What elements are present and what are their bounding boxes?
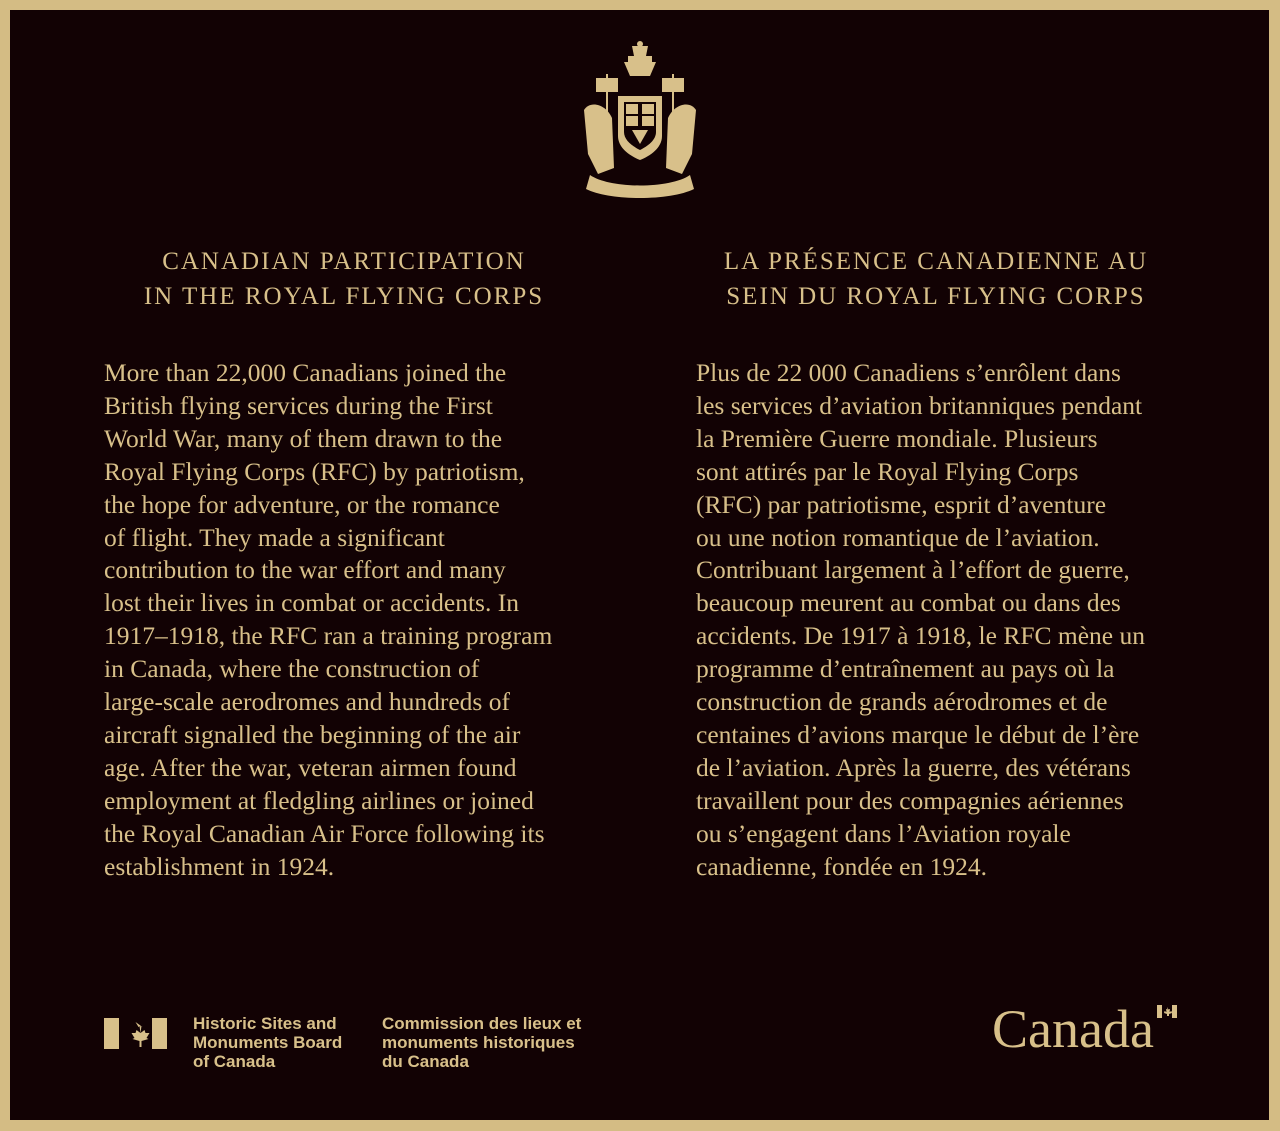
text-line: travaillent pour des compagnies aériennes [696,785,1124,815]
text-line: accidents. De 1917 à 1918, le RFC mène un [696,621,1145,651]
footer-french [382,1014,581,1071]
text-line: the Royal Canadian Air Force following its [104,818,545,848]
text-line: ou s’engagent dans l’Aviation royale [696,818,1071,848]
text-line: Plus de 22 000 Canadiens s’enrôlent dans [696,358,1121,387]
heading-line: SEIN DU ROYAL FLYING CORPS [726,283,1146,310]
heading-line: LA PRÉSENCE CANADIENNE AU [723,248,1149,275]
canada-wordmark: Canada [992,999,1154,1059]
text-line: the hope for adventure, or the romance [104,489,500,519]
text-line: lost their lives in combat or accidents. In [104,588,519,618]
wordmark-flag-icon [1157,1005,1177,1018]
coat-of-arms-icon [580,40,700,200]
text-line: More than 22,000 Canadians joined the [104,358,507,387]
text-line: Contribuant largement à l’effort de guerre, [696,555,1130,585]
text-line: 1917–1918, the RFC ran a training program [104,621,553,651]
footer-line: du Canada [382,1052,469,1071]
text-line: age. After the war, veteran airmen found [104,752,517,782]
footer-line: Commission des lieux et [382,1014,582,1033]
text-line: programme d’entraînement au pays où la [696,654,1115,684]
french-heading [676,244,1196,314]
text-line: ou une notion romantique de l’aviation. [696,522,1100,552]
footer-line: Monuments Board [193,1033,343,1052]
footer-english [193,1014,342,1071]
heading-line: IN THE ROYAL FLYING CORPS [143,283,545,310]
text-line: sont attirés par le Royal Flying Corps [696,456,1079,486]
text-line: British flying services during the First [104,390,493,420]
text-line: aircraft signalled the beginning of the air [104,719,521,749]
french-text [696,357,1145,884]
text-line: large-scale aerodromes and hundreds of [104,687,510,717]
footer-line: Historic Sites and [193,1014,337,1033]
footer-line: monuments historiques [382,1033,575,1052]
text-line: Royal Flying Corps (RFC) by patriotism, [104,456,525,486]
canada-flag-icon [104,1018,167,1049]
text-line: of flight. They made a significant [104,522,445,552]
text-line: de l’aviation. Après la guerre, des vétérans [696,752,1131,782]
text-line: centaines d’avions marque le début de l’ère [696,719,1140,749]
footer-line: of Canada [193,1052,276,1071]
text-line: contribution to the war effort and many [104,555,506,585]
text-line: construction de grands aérodromes et de [696,687,1108,717]
english-text [104,357,552,884]
english-heading [84,244,604,314]
text-line: World War, many of them drawn to the [104,423,503,453]
text-line: canadienne, fondée en 1924. [696,851,987,881]
text-line: establishment in 1924. [104,851,335,881]
text-line: les services d’aviation britanniques pendant [696,390,1143,420]
text-line: beaucoup meurent au combat ou dans des [696,588,1121,618]
text-line: (RFC) par patriotisme, esprit d’aventure [696,489,1107,519]
text-line: la Première Guerre mondiale. Plusieurs [696,423,1098,453]
heading-line: CANADIAN PARTICIPATION [162,248,526,275]
text-line: employment at fledgling airlines or joined [104,785,534,815]
text-line: in Canada, where the construction of [104,654,480,684]
